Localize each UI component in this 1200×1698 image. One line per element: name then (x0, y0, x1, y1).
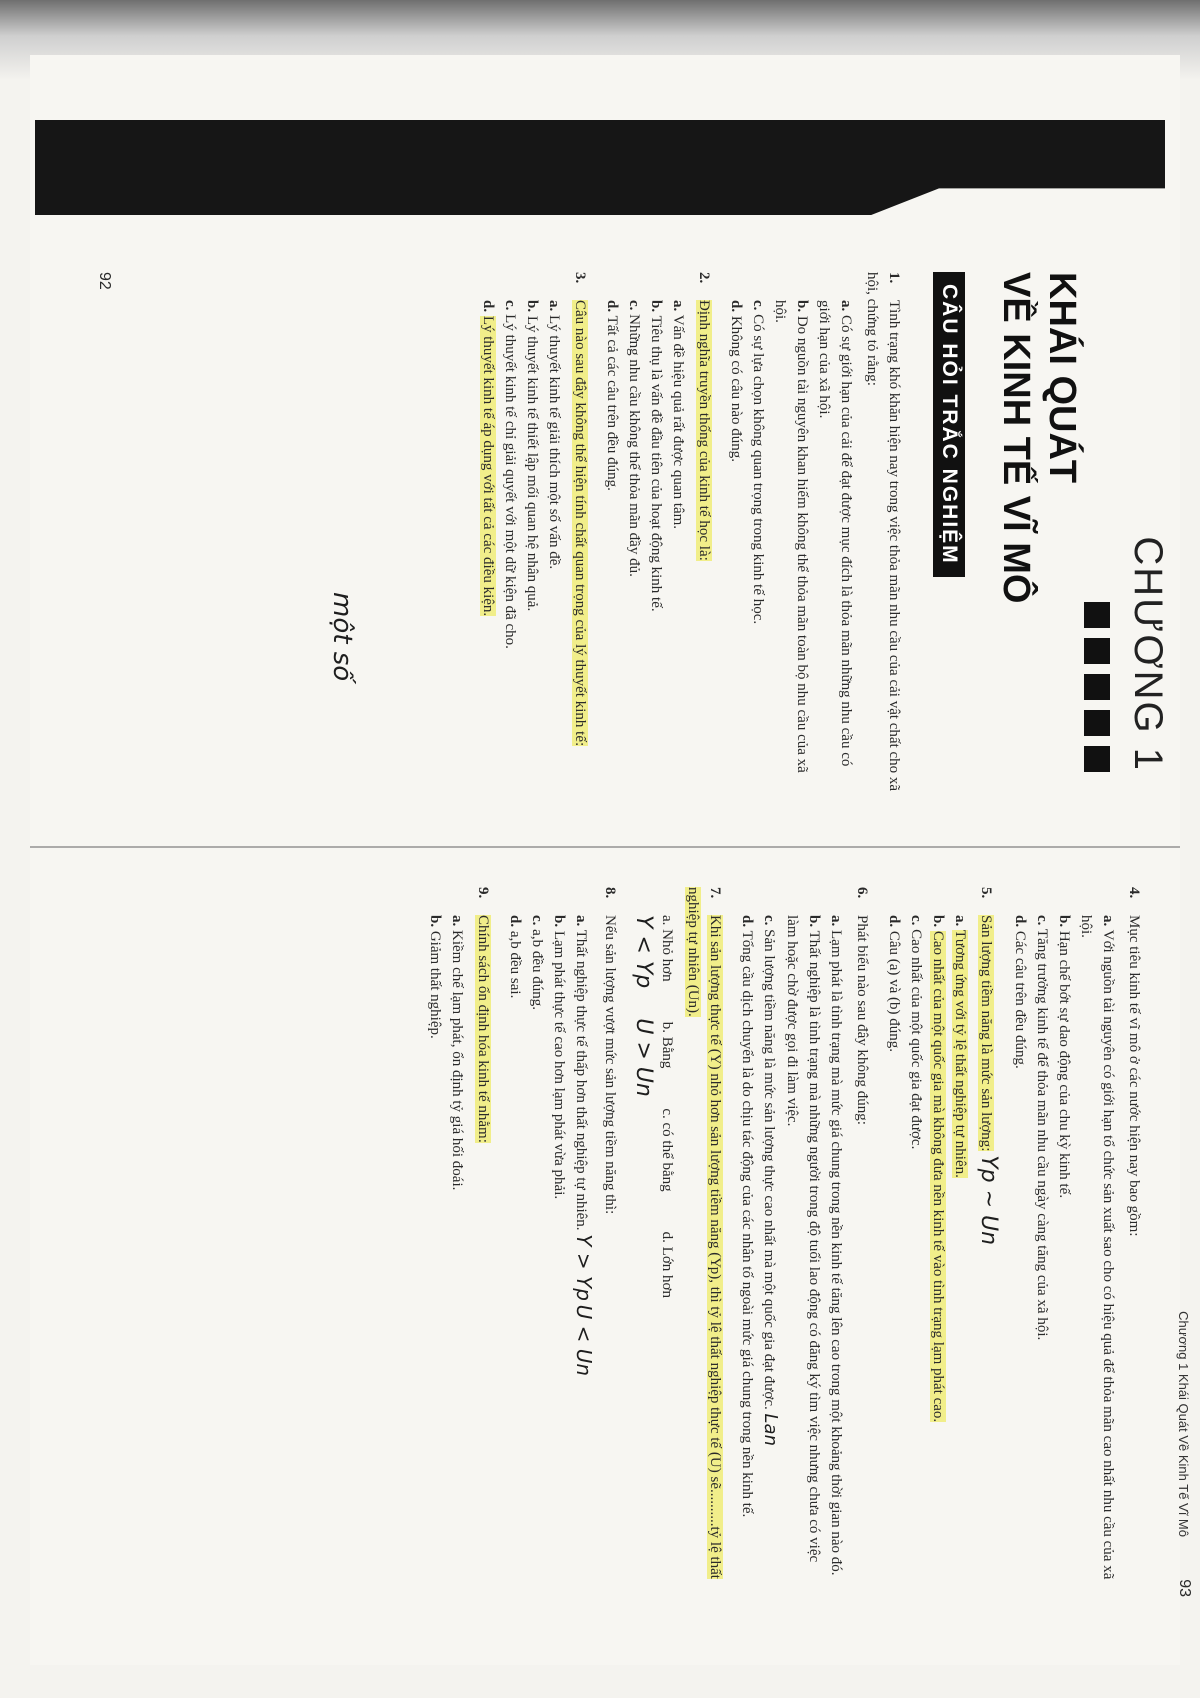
option: a. Tương ứng với tỷ lệ thất nghiệp tự nhiên. (952, 915, 968, 1178)
marker-box (1084, 602, 1110, 628)
handwriting-note: một số (327, 592, 357, 682)
question-text: Chính sách ổn định hóa kinh tế nhằm: (475, 915, 491, 1143)
option: b. Bằng (659, 1021, 675, 1069)
question-8: 8.Nếu sản lượng vượt mức sản lượng tiềm năng thì: a. Thất nghiệp thực tế thấp hơn thất nghiệp tự nhiên. Y > Yp U < Un b. Lạm phát thực tế cao hơn lạm phát vừa phải. c. a,b đều đúng. d. a,b đều sai. (504, 887, 621, 1587)
right-page (55, 847, 1200, 1637)
option: b. Thất nghiệp là tình trạng mà những người trong độ tuổi lao động có đăng ký tìm việc nhưng chưa có việc làm hoặc chờ được gọi đi làm việc. (784, 915, 822, 1563)
marker-box (1084, 746, 1110, 772)
section-heading: CÂU HỎI TRẮC NGHIỆM (933, 272, 965, 577)
handwriting-note: Yp ~ Un (976, 1155, 1001, 1246)
option-selected: b. Do nguồn tài nguyên khan hiếm không thể thỏa mãn toàn bộ nhu cầu của xã hội. (772, 300, 810, 773)
question-text: Phát biểu nào sau đây không đúng: (854, 915, 870, 1125)
running-header: Chương 1 Khái Quát Về Kinh Tế Vĩ Mô (1176, 1311, 1191, 1537)
option: d. Tổng cầu dịch chuyển là do chịu tác động của các nhân tố ngoài mức giá chung trong nền kinh tế. (739, 915, 755, 1518)
option-selected: d. Lý thuyết kinh tế áp dụng với tất cả các điều kiện. (480, 300, 496, 617)
question-number: 3. (572, 272, 588, 284)
handwriting-note: U < Un (572, 1304, 596, 1377)
option-selected: d. Tất cả các câu trên đều đúng. (604, 300, 620, 491)
handwriting-note: Y > Yp (572, 1234, 596, 1301)
option: b. Lạm phát thực tế cao hơn lạm phát vừa phải. (551, 915, 567, 1200)
option: a. Có sự giới hạn của cải để đạt được mục đích là thỏa mãn những nhu cầu có giới hạn của xã hội. (816, 300, 854, 767)
chapter-marker-boxes (1084, 602, 1110, 772)
question-3 (477, 272, 591, 792)
option: b. Giảm thất nghiệp. (427, 915, 443, 1039)
option: a. Lạm phát là tình trạng mà mức giá chung trong nền kinh tế tăng lên cao trong một khoảng thời gian nào đó. (828, 915, 844, 1576)
option-selected: d. Câu (a) và (b) đúng. (886, 915, 902, 1053)
option: c. Có sự lựa chọn không quan trọng trong kinh tế học. (750, 300, 766, 625)
option: c. Cao nhất của một quốc gia đạt được. (908, 915, 924, 1150)
marker-box (1084, 638, 1110, 664)
handwriting-note: Lan (760, 1413, 781, 1446)
question-4: 4.Mục tiêu kinh tế vĩ mô ở các nước hiện nay bao gồm: a. Với nguồn tài nguyên có giới hạn tổ chức sản xuất sao cho có hiệu quả để thỏa mãn cao nhất nhu cầu của xã hội. b. Hạn chế bớt sự dao động của chu kỳ kinh tế. c. Tăng trưởng kinh tế để thỏa mãn nhu cầu ngày càng tăng của xã hội. d. Các câu trên đều đúng. (1009, 887, 1145, 1587)
left-page (55, 42, 1200, 832)
option: a. Vấn đề hiệu quả rất được quan tâm. (670, 300, 686, 530)
question-6: 6.Phát biểu nào sau đây không đúng: a. Lạm phát là tình trạng mà mức giá chung trong nền kinh tế tăng lên cao trong một khoảng thời gian nào đó. b. Thất nghiệp là tình trạng mà những người trong độ tuổi lao động có đăng ký tìm việc nhưng chưa có việc làm hoặc chờ được gọi đi làm việc. c. Sản lượng tiềm năng là mức sản lượng thực cao nhất mà một quốc gia đạt được. Lan d. Tổng cầu dịch chuyển là do chịu tác động của các nhân tố ngoài mức giá chung trong nền kinh tế. (736, 887, 873, 1587)
chapter-title (993, 272, 1085, 603)
handwriting-note: Y < Yp (631, 915, 656, 989)
marker-box (1084, 710, 1110, 736)
question-text: Câu nào sau đây không thể hiện tính chất quan trọng của lý thuyết kinh tế: (572, 300, 588, 747)
page-number: 93 (1176, 1579, 1193, 1597)
option-selected: d. Các câu trên đều đúng. (1012, 915, 1028, 1069)
option: d. Không có câu nào đúng. (728, 300, 744, 463)
option: a. Thất nghiệp thực tế thấp hơn thất nghiệp tự nhiên. Y > Yp U < Un (572, 915, 596, 1377)
page-number: 92 (96, 272, 113, 290)
question-number: 1. (886, 272, 902, 284)
chapter-title-line2: VỀ KINH TẾ VĨ MÔ (995, 272, 1037, 604)
option: c. Những nhu cầu không thể thỏa mãn đầy đủ. (626, 300, 642, 577)
option: a. Với nguồn tài nguyên có giới hạn tổ chức sản xuất sao cho có hiệu quả để thỏa mãn cao nhất nhu cầu của xã hội. (1078, 915, 1116, 1580)
question-text: Sản lượng tiềm năng là mức sản lượng: (978, 915, 994, 1152)
option: c. có thể bằng (659, 1108, 675, 1192)
option: c. Lý thuyết kinh tế chỉ giải quyết với một dữ kiện đã cho. (502, 300, 518, 649)
question-text: Tình trạng khó khăn hiện nay trong việc thỏa mãn nhu cầu của cải vật chất cho xã hội, chứng tỏ rằng: (864, 272, 902, 792)
option: c. Tăng trưởng kinh tế để thỏa mãn nhu cầu ngày càng tăng của xã hội. (1034, 915, 1050, 1341)
question-2 (601, 272, 715, 792)
question-text: Nếu sản lượng vượt mức sản lượng tiềm năng thì: (602, 915, 618, 1215)
question-9: 9.Chính sách ổn định hóa kinh tế nhằm: a. Kiềm chế lạm phát, ổn định tỷ giá hối đoái. b. Giảm thất nghiệp. (424, 887, 494, 1587)
question-7: 7.Khi sản lượng thực tế (Y) nhỏ hơn sản lượng tiềm năng (Yp), thì tỷ lệ thất nghiệp thực tế (U) sẽ..........tỷ lệ thất nghiệp tự nhiên (Un). a. Nhỏ hơn b. Bằng c. có thể bằng d. Lớn hơn Y < Yp U > Un (631, 887, 726, 1587)
option-selected: c. a,b đều đúng. (529, 915, 545, 1010)
handwriting-note: U > Un (631, 1018, 656, 1097)
chapter-label: CHƯƠNG 1 (1126, 536, 1170, 772)
option: b. Tiêu thụ là vấn đề đầu tiên của hoạt động kinh tế. (648, 300, 664, 612)
option-selected: d. Lớn hơn (659, 1231, 675, 1298)
option: d. a,b đều sai. (507, 915, 523, 999)
rotated-spread (55, 42, 1200, 1652)
option-selected: c. Sản lượng tiềm năng là mức sản lượng thực cao nhất mà một quốc gia đạt được. Lan (760, 915, 781, 1446)
chapter-title-line1: KHÁI QUÁT (1041, 272, 1083, 484)
marker-box (1084, 674, 1110, 700)
question-1 (725, 272, 905, 792)
question-list-left (327, 272, 905, 792)
question-text: Định nghĩa truyền thống của kinh tế học là: (696, 300, 712, 561)
inline-options (656, 887, 678, 1587)
question-5: 5.Sản lượng tiềm năng là mức sản lượng: Yp ~ Un a. Tương ứng với tỷ lệ thất nghiệp tự nhiên. b. Cao nhất của một quốc gia mà không đưa nền kinh tế vào tình trạng lạm phát cao. c. Cao nhất của một quốc gia đạt được. d. Câu (a) và (b) đúng. (883, 887, 999, 1587)
option: b. Cao nhất của một quốc gia mà không đưa nền kinh tế vào tình trạng lạm phát cao. (930, 915, 946, 1423)
question-number: 2. (696, 272, 712, 284)
question-text: Mục tiêu kinh tế vĩ mô ở các nước hiện nay bao gồm: (1126, 915, 1142, 1237)
option: a. Kiềm chế lạm phát, ổn định tỷ giá hối đoái. (449, 915, 465, 1191)
option: a. Lý thuyết kinh tế giải thích một số vấn đề. (546, 300, 562, 570)
option: a. Nhỏ hơn (659, 915, 675, 982)
question-list-right (414, 887, 1145, 1587)
option: b. Lý thuyết kinh tế thiết lập mối quan hệ nhân quả. (524, 300, 540, 612)
question-text: Khi sản lượng thực tế (Y) nhỏ hơn sản lượng tiềm năng (Yp), thì tỷ lệ thất nghiệp thực tế (U) sẽ..........tỷ lệ thất nghiệp tự nhiên (Un). (685, 887, 723, 1579)
option: b. Hạn chế bớt sự dao động của chu kỳ kinh tế. (1056, 915, 1072, 1199)
